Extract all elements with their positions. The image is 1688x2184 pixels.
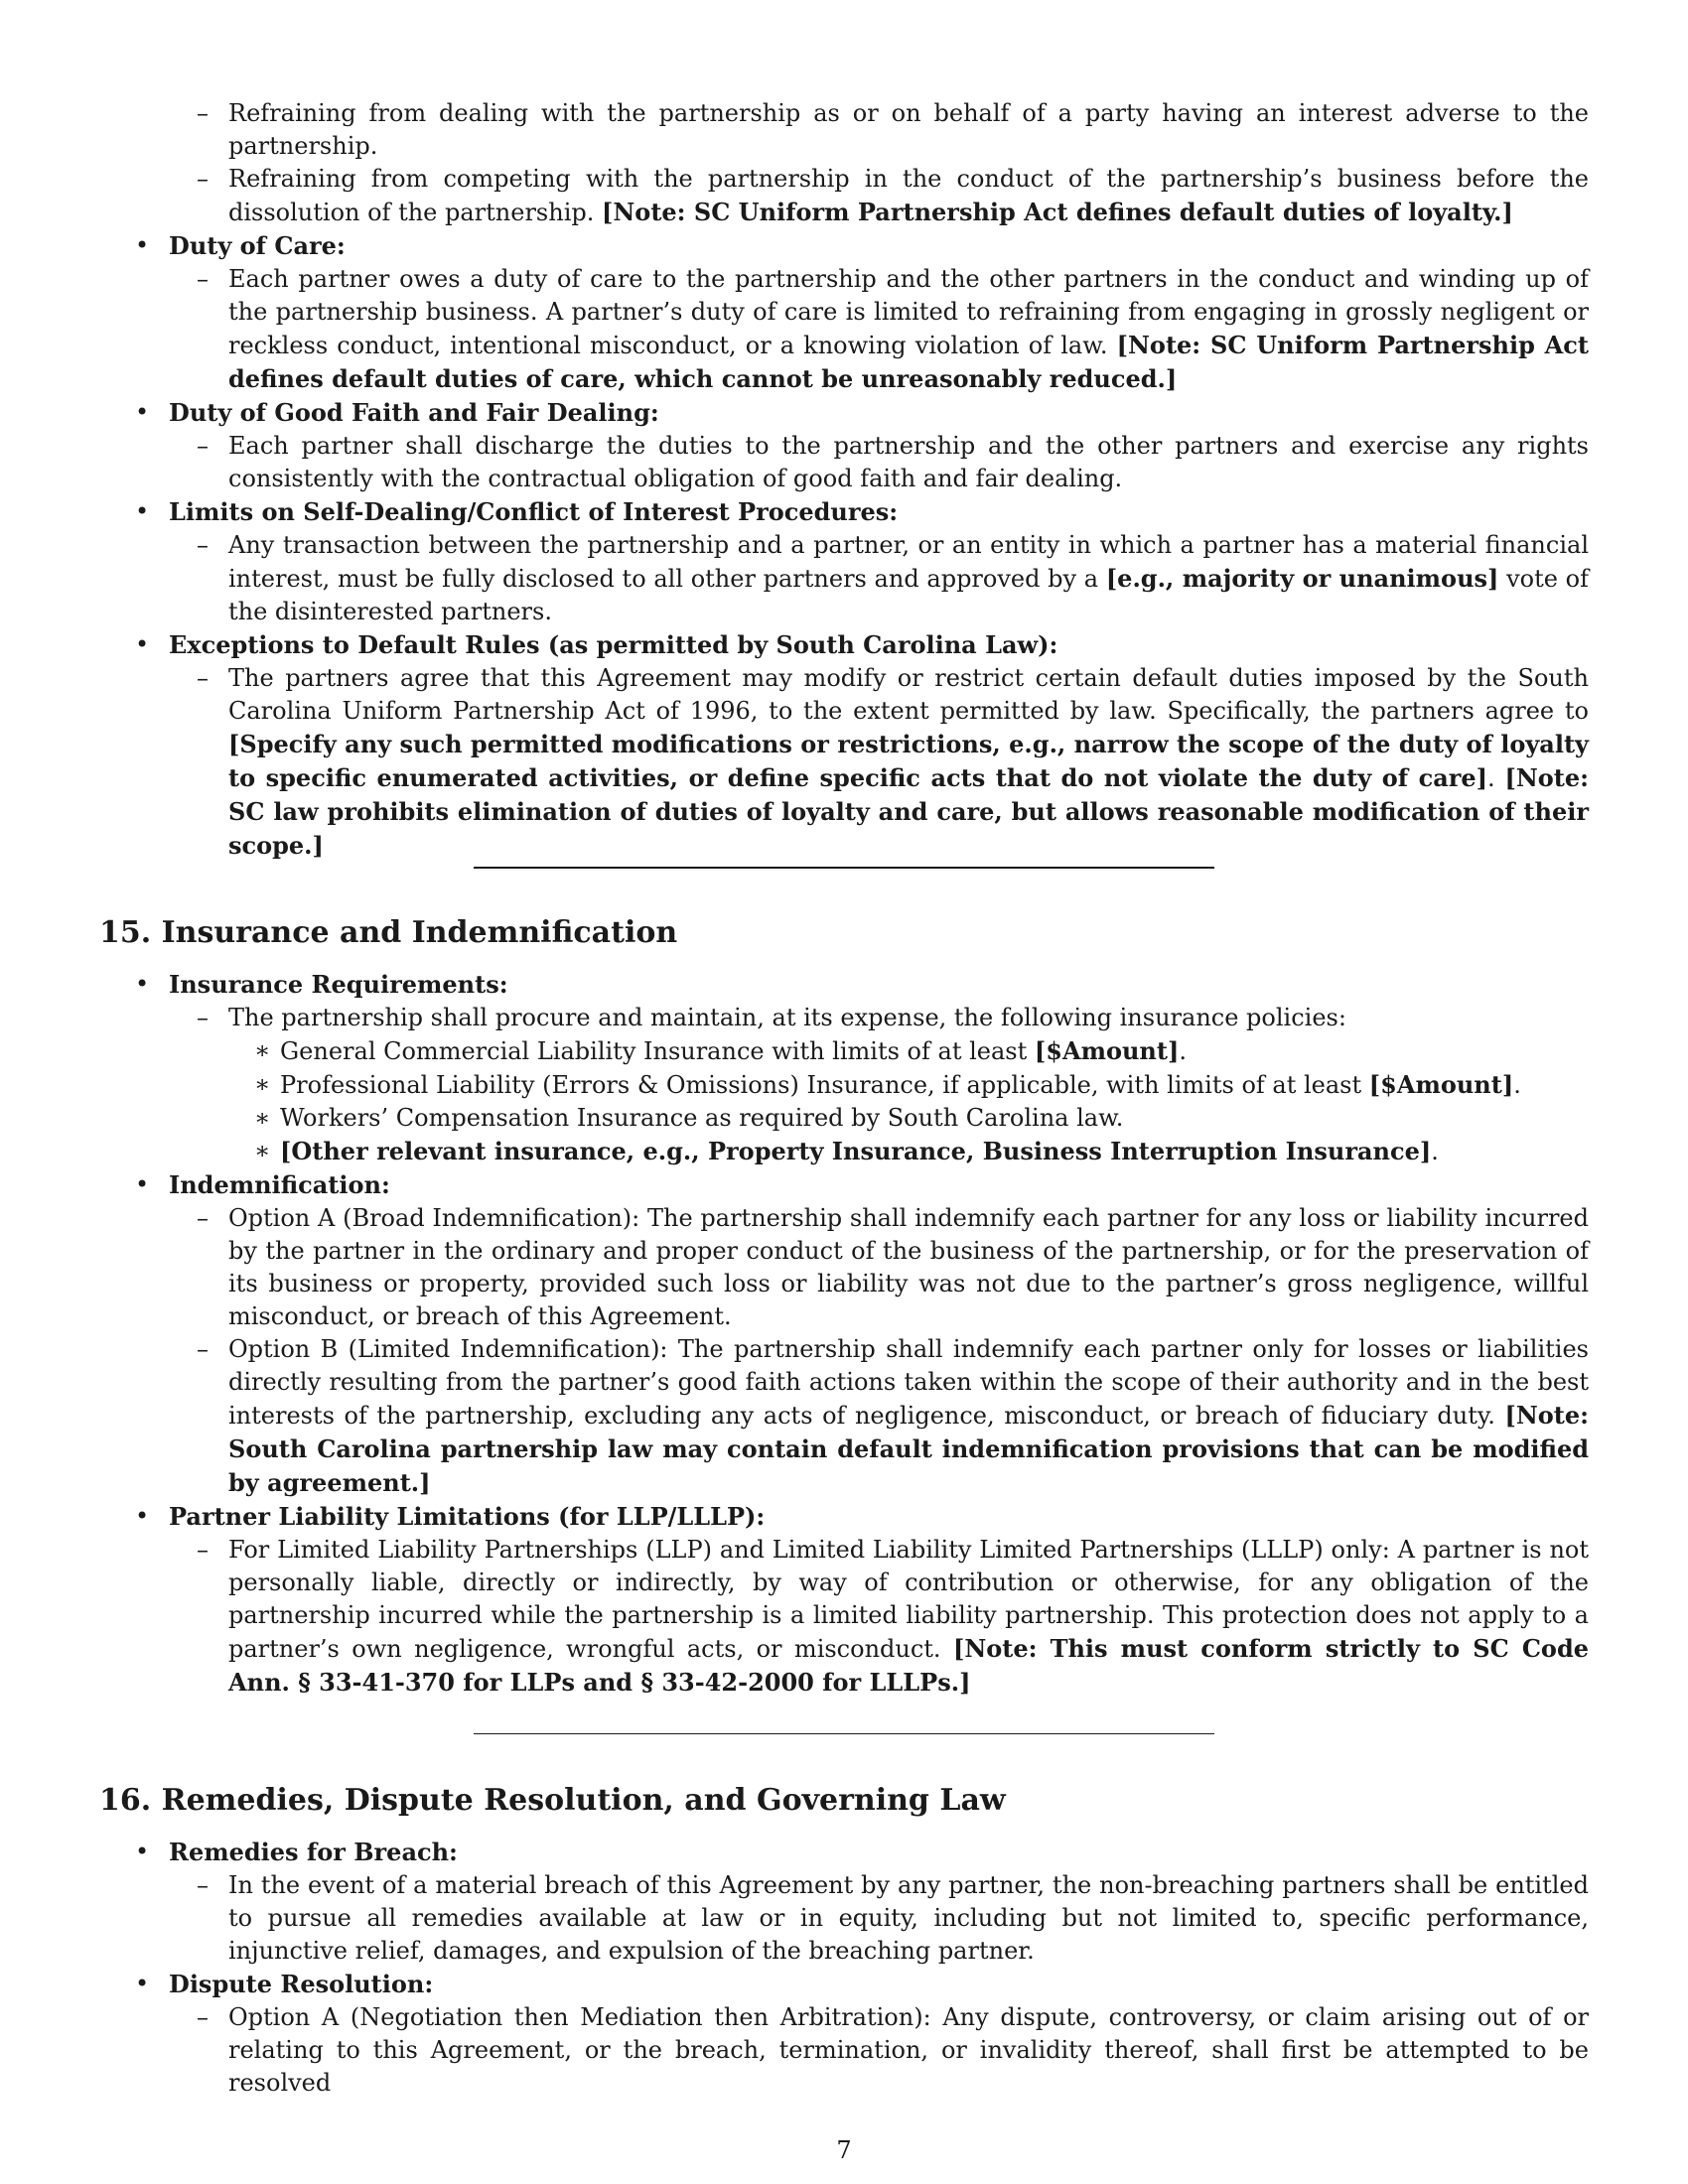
section-16-heading: 16. Remedies, Dispute Resolution, and Governing Law [99,1783,1006,1818]
self-dealing-text: Any transaction between the partnership and a partner, or an entity in which a partner has a material financial interest, must be fully disclosed to all other partners and approved by a [228,531,1589,593]
list-item [99,968,1589,1168]
list-item [169,1534,1589,1700]
exceptions-placeholder: [Specify any such permitted modifications or restrictions, e.g., narrow the scope of the duty of loyalty to specific enumerated activities, or define specific acts that do not violate the duty of care] [228,730,1589,792]
loyalty-item-text: Refraining from competing with the partnership in the conduct of the partnership’s business before the dissolution of the partnership. [228,165,1589,226]
good-faith-subitems [169,430,1589,495]
remedies-heading: Remedies for Breach: [169,1838,458,1866]
section-divider [474,867,1214,869]
dispute-option-a: Option A (Negotiation then Mediation then Arbitration): Any dispute, controversy, or claim arising out of or relating to this Agreement, or the breach, termination, or invalidity thereof, shall first be attempted to be resolved [228,2003,1589,2097]
policy-text: Professional Liability (Errors & Omissions) Insurance, if applicable, with limits of at least [280,1071,1362,1099]
list-item [99,229,1589,396]
liability-text: For Limited Liability Partnerships (LLP) and Limited Liability Limited Partnerships (LLLP) only: A partner is not personally liable, directly or indirectly, by way of contribution or otherwise, for any obligation of the partnership incurred while the partnership is a limited liability partnership. This protection does not apply to a partner’s own negligence, wrongful acts, or misconduct. [228,1536,1589,1663]
list-item [99,495,1589,628]
list-item [99,1168,1589,1500]
policy-punct: . [1513,1071,1521,1099]
list-item [99,396,1589,495]
liability-note: [Note: This must conform strictly to SC Code Ann. § 33-41-370 for LLPs and § 33-42-2000 for LLLPs.] [228,1634,1589,1697]
list-item [99,1500,1589,1700]
self-dealing-heading: Limits on Self-Dealing/Conflict of Interest Procedures: [169,497,899,526]
section-16-list [99,1836,1589,2100]
policy-punct: . [1179,1037,1187,1065]
good-faith-text: Each partner shall discharge the duties to the partnership and the other partners and exercise any rights consistently with the contractual obligation of good faith and fair dealing. [228,432,1589,492]
list-item [169,263,1589,396]
list-item [169,529,1589,628]
policy-list [228,1034,1589,1168]
list-item [169,1202,1589,1333]
remedies-subitems [169,1869,1589,1968]
dispute-subitems [169,2001,1589,2100]
section-15-list [99,968,1589,1700]
exceptions-subitems [169,662,1589,863]
policy-other-placeholder: [Other relevant insurance, e.g., Property Insurance, Business Interruption Insurance] [280,1137,1432,1165]
self-dealing-text-end: vote of the disinterested partners. [228,565,1589,625]
care-note: [Note: SC Uniform Partnership Act defines default duties of care, which cannot be unreasonably reduced.] [228,331,1590,393]
section-16-body [99,1836,1589,2100]
list-item: – The partners agree that this Agreement may modify or restrict certain default duties imposed by the South Carolina Uniform Partnership Act of 1996, to the extent permitted by law. Specifically, the partners agree to [Specify any such permitted modifications or restrictions, e.g., narrow the scope of the duty of loyalty to specific enumerated activities, or define specific acts that do not violate the duty of care]. [Note: SC law prohibits elimination of duties of loyalty and care, but allows reasonable modification of their scope.] [169,662,1589,863]
indemnification-note: [Note: South Carolina partnership law may contain default indemnification provisions that can be modified by agreement.] [228,1401,1589,1497]
page-number: 7 [836,2136,852,2164]
insurance-subitems [169,1002,1589,1168]
good-faith-heading: Duty of Good Faith and Fair Dealing: [169,398,659,427]
list-item [99,628,1589,863]
policy-amount-placeholder: [$Amount] [1034,1036,1180,1065]
exceptions-text: The partners agree that this Agreement may modify or restrict certain default duties imposed by the South Carolina Uniform Partnership Act of 1996, to the extent permitted by law. Specifically, the partners agree to [228,664,1589,725]
liability-subitems [169,1534,1589,1700]
duties-list [99,229,1589,863]
list-item [99,1968,1589,2100]
loyalty-note: [Note: SC Uniform Partnership Act defines default duties of loyalty.] [602,198,1513,226]
self-dealing-subitems [169,529,1589,628]
section-15-heading: 15. Insurance and Indemnification [99,915,678,950]
liability-heading: Partner Liability Limitations (for LLP/LLLP): [169,1502,766,1531]
section-divider [474,1733,1214,1734]
list-item [169,1002,1589,1168]
section-15-body [99,968,1589,1700]
list-item [169,1333,1589,1500]
dispute-heading: Dispute Resolution: [169,1970,434,1998]
list-item [169,97,1589,163]
list-item [228,1034,1589,1068]
list-item [228,1135,1589,1168]
loyalty-subitems [169,97,1589,229]
list-item [169,430,1589,495]
exceptions-note: [Note: SC law prohibits elimination of duties of loyalty and care, but allows reasonable modification of their scope.] [228,763,1589,860]
care-text: Each partner owes a duty of care to the partnership and the other partners in the conduct and winding up of the partnership business. A partner’s duty of care is limited to refraining from engaging in grossly negligent or reckless conduct, intentional misconduct, or a knowing violation of law. [228,265,1589,359]
exceptions-heading: Exceptions to Default Rules (as permitted by South Carolina Law): [169,630,1058,659]
policy-punct: . [1431,1138,1439,1165]
care-heading: Duty of Care: [169,231,346,260]
list-item [228,1102,1589,1135]
list-item [228,1068,1589,1102]
policy-text: Workers’ Compensation Insurance as required by South Carolina law. [280,1104,1124,1132]
indemnification-heading: Indemnification: [169,1170,390,1199]
self-dealing-placeholder: [e.g., majority or unanimous] [1105,564,1499,593]
indemnification-option-b: Option B (Limited Indemnification): The partnership shall indemnify each partner only for losses or liabilities directly resulting from the partner’s good faith actions taken within the scope of their authority and in the best interests of the partnership, excluding any acts of negligence, misconduct, or breach of fiduciary duty. [228,1335,1589,1430]
section-14-continuation [99,97,1589,863]
remedies-text: In the event of a material breach of this Agreement by any partner, the non-breaching partners shall be entitled to pursue all remedies available at law or in equity, including but not limited to, specific performance, injunctive relief, damages, and expulsion of the breaching partner. [228,1871,1589,1965]
list-item [169,1869,1589,1968]
list-item [169,2001,1589,2100]
list-item [169,163,1589,229]
indemnification-subitems [169,1202,1589,1500]
care-subitems [169,263,1589,396]
indemnification-option-a: Option A (Broad Indemnification): The partnership shall indemnify each partner for any loss or liability incurred by the partner in the ordinary and proper conduct of the business of the partnership, or for the preservation of its business or property, provided such loss or liability was not due to the partner’s gross negligence, willful misconduct, or breach of this Agreement. [228,1204,1589,1330]
insurance-heading: Insurance Requirements: [169,970,508,999]
loyalty-item-text: Refraining from dealing with the partnership as or on behalf of a party having an interest adverse to the partnership. [228,99,1589,160]
insurance-intro: The partnership shall procure and maintain, at its expense, the following insurance policies: [228,1004,1346,1031]
policy-amount-placeholder: [$Amount] [1368,1070,1514,1099]
list-item [99,1836,1589,1968]
policy-text: General Commercial Liability Insurance with limits of at least [280,1037,1028,1065]
